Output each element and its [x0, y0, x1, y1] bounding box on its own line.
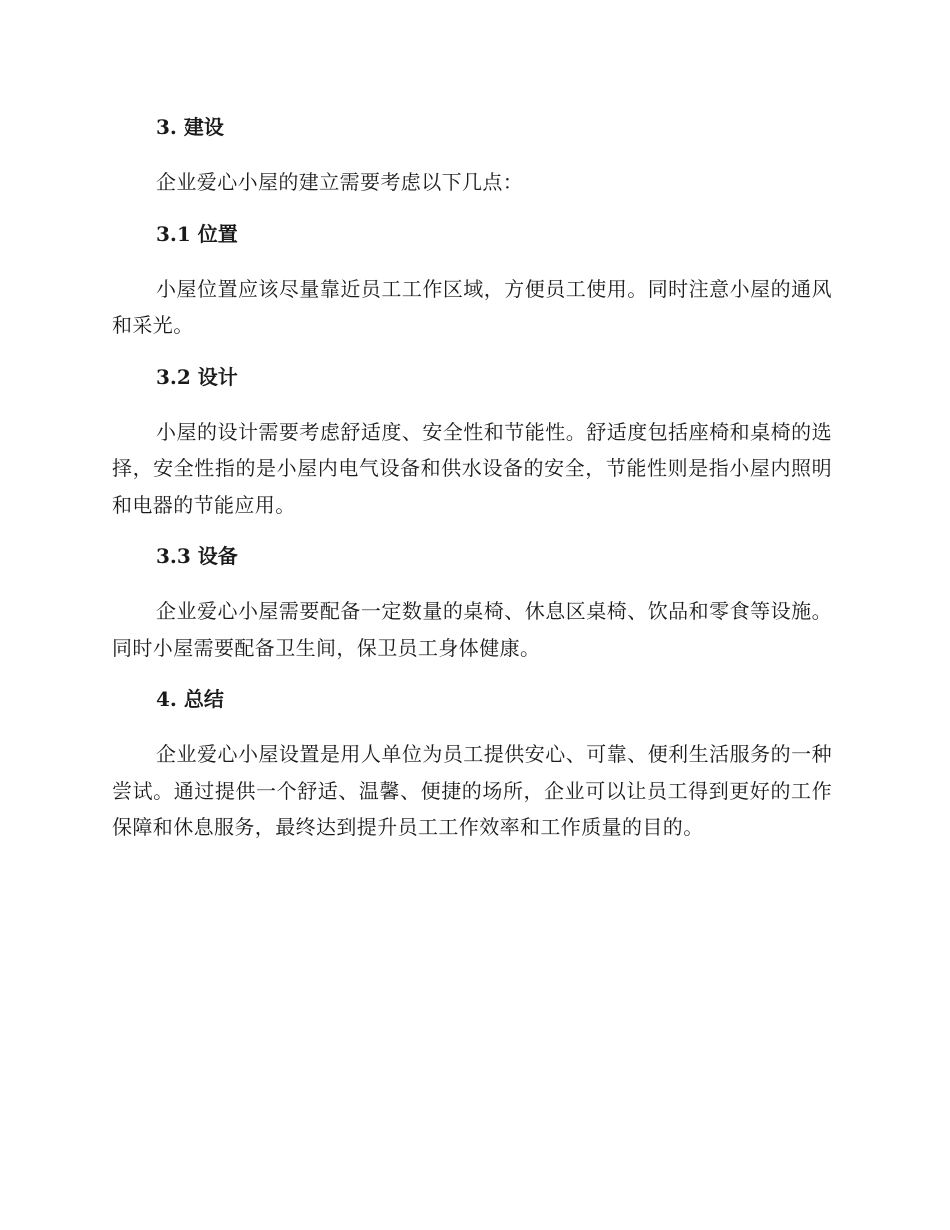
section-heading-equipment: 3.3 设备: [156, 544, 238, 568]
section-heading-location: 3.1 位置: [156, 221, 238, 246]
section-heading-summary: 4. 总结: [156, 687, 224, 711]
section-heading-design: 3.2 设计: [156, 364, 238, 389]
paragraph-design: 小屋的设计需要考虑舒适度、安全性和节能性。舒适度包括座椅和桌椅的选择，安全性指的是小屋内电气设备和供水设备的安全，节能性则是指小屋内照明和电器的节能应用。: [112, 419, 832, 517]
paragraph-equipment: 企业爱心小屋需要配备一定数量的桌椅、休息区桌椅、饮品和零食等设施。同时小屋需要配备卫生间，保卫员工身体健康。: [112, 599, 832, 660]
paragraph-construction-intro: 企业爱心小屋的建立需要考虑以下几点：: [156, 170, 524, 194]
section-heading-construction: 3. 建设: [156, 115, 224, 139]
document-page: [112, 110, 832, 846]
paragraph-location: 小屋位置应该尽量靠近员工工作区域，方便员工使用。同时注意小屋的通风和采光。: [112, 276, 832, 337]
paragraph-summary: 企业爱心小屋设置是用人单位为员工提供安心、可靠、便利生活服务的一种尝试。通过提供一个舒适、温馨、便捷的场所，企业可以让员工得到更好的工作保障和休息服务，最终达到提升员工工作效率和工作质量的目的。: [112, 742, 832, 839]
